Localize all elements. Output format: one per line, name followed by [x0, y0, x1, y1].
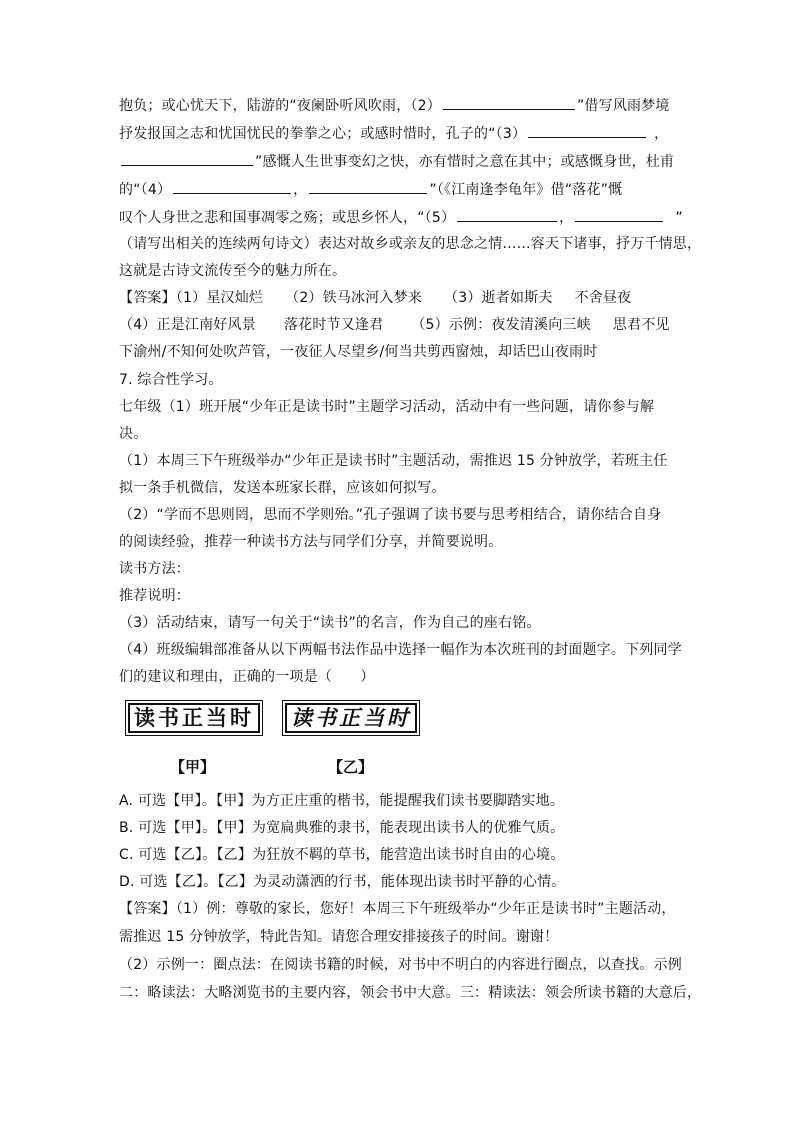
caption-jia: 【甲】 [170, 758, 216, 776]
answer-line: 需推迟 15 分钟放学，特此告知。请您合理安排接孩子的时间。谢谢！ [119, 929, 559, 945]
answer-blank[interactable] [173, 179, 291, 194]
calligraphy-yi: 读书正当时 [285, 703, 417, 733]
option-a[interactable]: A. 可选【甲】。【甲】为方正庄重的楷书，能提醒我们读书要脚踏实地。 [119, 793, 565, 809]
answer-blank[interactable] [528, 123, 646, 138]
answer-line: 下渝州/不知何处吹芦管，一夜征人尽望乡/何当共剪西窗烛，却话巴山夜雨时 [119, 344, 598, 360]
answer-blank[interactable] [443, 95, 575, 110]
question-text: 拟一条手机微信，发送本班家长群，应该如何拟写。 [119, 480, 446, 496]
poem-paragraph-line: 抒发报国之志和忧国忧民的拳拳之心；或感时惜时，孔子的“（3） ， [119, 123, 668, 143]
answer-line: （4）正是江南好风景 落花时节又逢君 （5）示例：夜发清溪向三峡 思君不见 [119, 317, 670, 333]
question-text: 们的建议和理由，正确的一项是（ ） [119, 669, 375, 685]
poem-paragraph-line: 叹个人身世之悲和国事凋零之殇；或思乡怀人，“（5） ， ” [119, 207, 683, 227]
caption-yi: 【乙】 [328, 758, 374, 776]
answer-line: 【答案】（1）星汉灿烂 （2）铁马冰河入梦来 （3）逝者如斯夫 不舍昼夜 [119, 290, 632, 306]
question-title: 7. 综合性学习。 [119, 372, 223, 388]
option-c[interactable]: C. 可选【乙】。【乙】为狂放不羁的草书，能营造出读书时自由的心境。 [119, 847, 565, 863]
answer-blank[interactable] [575, 207, 663, 222]
question-text: 决。 [119, 426, 148, 442]
explain-label: 推荐说明： [119, 588, 190, 604]
poem-paragraph-line: 抱负；或心忧天下，陆游的“夜阑卧听风吹雨，（2） ”借写风雨梦境 [119, 95, 670, 115]
option-d[interactable]: D. 可选【乙】。【乙】为灵动潇洒的行书，能体现出读书时平静的心情。 [119, 874, 566, 890]
answer-line: 【答案】（1）例：尊敬的家长，您好！本周三下午班级举办“少年正是读书时”主题活动， [119, 901, 676, 917]
method-label: 读书方法： [119, 561, 190, 577]
answer-line: （2）示例一：圈点法：在阅读书籍的时候，对书中不明白的内容进行圈点，以查找。示例 [119, 957, 682, 973]
poem-paragraph-line: 的“（4） ， ”（《江南逢李龟年》借“落花”慨 [119, 179, 622, 199]
question-text: （4）班级编辑部准备从以下两幅书法作品中选择一幅作为本次班刊的封面题字。下列同学 [119, 642, 682, 658]
poem-paragraph-line: （请写出相关的连续两句诗文）表达对故乡或亲友的思念之情……容天下诸事，抒万千情思， [119, 236, 702, 252]
calligraphy-jia: 读书正当时 [128, 703, 260, 733]
question-text: （3）活动结束，请写一句关于“读书”的名言，作为自己的座右铭。 [119, 615, 541, 631]
answer-blank[interactable] [121, 151, 253, 166]
answer-blank[interactable] [309, 179, 427, 194]
poem-paragraph-line: 这就是古诗文流传至今的魅力所在。 [119, 263, 347, 279]
question-text: 七年级（1）班开展“少年正是读书时”主题学习活动，活动中有一些问题，请你参与解 [119, 399, 655, 415]
poem-paragraph-line: ”感慨人生世事变幻之快，亦有惜时之意在其中；或感慨身世，杜甫 [119, 151, 674, 171]
option-b[interactable]: B. 可选【甲】。【甲】为宽扁典雅的隶书，能表现出读书人的优雅气质。 [119, 820, 565, 836]
answer-blank[interactable] [457, 207, 557, 222]
question-text: （1）本周三下午班级举办“少年正是读书时”主题活动，需推迟 15 分钟放学，若班主任 [119, 453, 668, 469]
question-text: （2）“学而不思则罔，思而不学则殆。”孔子强调了读书要与思考相结合，请你结合自身 [119, 507, 662, 523]
answer-line: 二：略读法：大略浏览书的主要内容，领会书中大意。三：精读法：领会所读书籍的大意后， [119, 985, 702, 1001]
question-text: 的阅读经验，推荐一种读书方法与同学们分享，并简要说明。 [119, 534, 503, 550]
